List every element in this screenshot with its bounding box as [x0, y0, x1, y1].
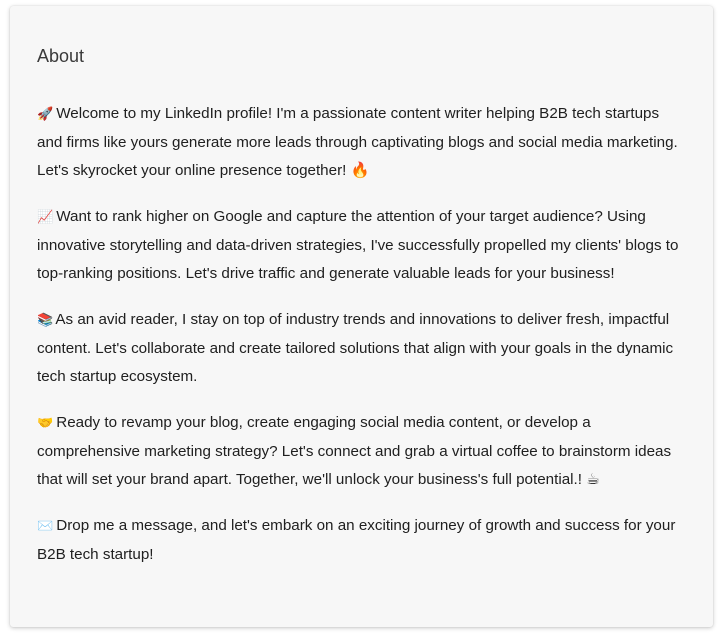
about-paragraph-welcome: [37, 100, 686, 185]
paragraph-text: Want to rank higher on Google and capture the attention of your target audience? Using innovative storytelling and data-driven strategies, I've successfully propelled my clients' blogs to top-ranking positions. Let's drive traffic and generate valuable leads for your business!: [37, 208, 679, 282]
paragraph-text: Drop me a message, and let's embark on an exciting journey of growth and success for your B2B tech startup!: [37, 517, 676, 563]
paragraph-text: Ready to revamp your blog, create engaging social media content, or develop a comprehensive marketing strategy? Let's connect and grab a virtual coffee to brainstorm ideas that will set your brand apart. Together, we'll unlock your business's full potential.! ☕: [37, 414, 672, 488]
about-title: About: [37, 46, 85, 66]
envelope-icon: ✉️: [37, 519, 54, 534]
rocket-icon: 🚀: [37, 107, 54, 122]
handshake-icon: 🤝: [37, 416, 54, 431]
about-paragraph-revamp: [37, 409, 686, 494]
paragraph-text: As an avid reader, I stay on top of industry trends and innovations to deliver fresh, impactful content. Let's collaborate and create tailored solutions that align with your goals in the dynamic tech startup ecosystem.: [37, 311, 674, 385]
about-paragraph-ranking: [37, 203, 686, 288]
about-paragraph-contact: [37, 512, 686, 569]
books-icon: 📚: [37, 313, 54, 328]
paragraph-text: Welcome to my LinkedIn profile! I'm a passionate content writer helping B2B tech startups and firms like yours generate more leads through captivating blogs and social media marketing. Let's skyrocket your online presence together! 🔥: [37, 105, 678, 179]
about-paragraph-reader: [37, 306, 686, 391]
about-card: [10, 6, 713, 627]
chart-increasing-icon: 📈: [37, 210, 54, 225]
